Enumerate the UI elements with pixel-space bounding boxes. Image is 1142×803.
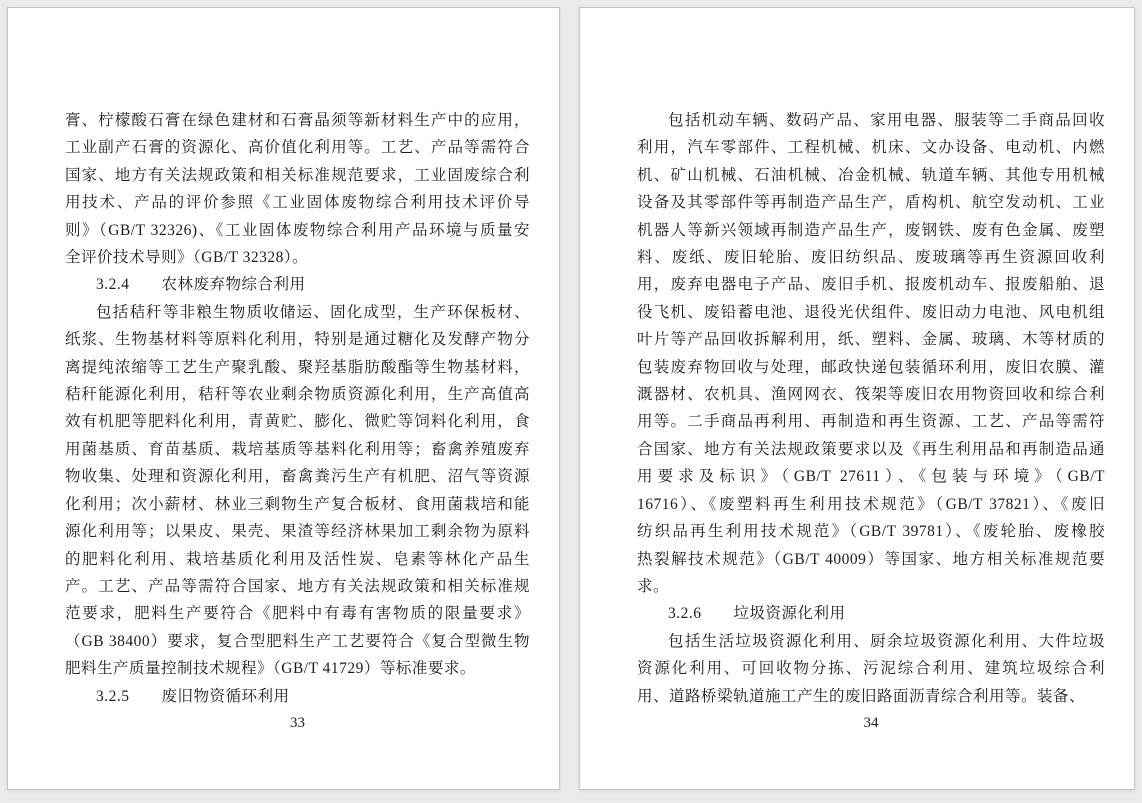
section-heading-3-2-5 (65, 683, 530, 710)
text-line: 役飞机、废铅蓄电池、退役光伏组件、废旧动力电池、风电机组 (637, 303, 1105, 321)
paragraph (637, 628, 1105, 710)
page-number: 33 (290, 714, 305, 731)
document-page-left (7, 7, 560, 790)
section-heading-3-2-6 (637, 600, 1105, 627)
text-line: 包括秸秆等非粮生物质收储运、固化成型，生产环保板材、 (96, 303, 530, 321)
text-line: 国家、地方有关法规政策和相关标准规范要求，工业固废综合利 (65, 166, 530, 184)
text-line: 热裂解技术规范》（GB/T 40009）等国家、地方相关标准规范要 (637, 550, 1105, 568)
text-line: 效有机肥等肥料化利用，青黄贮、膨化、微贮等饲料化利用，食 (65, 413, 530, 431)
text-line: 肥料生产质量控制技术规程》（GB/T 41729）等标准要求。 (65, 660, 476, 678)
text-line: 则》（GB/T 32326)、《工业固体废物综合利用产品环境与质量安 (65, 221, 530, 239)
text-line: 化利用；次小薪材、林业三剩物生产复合板材、食用菌栽培和能 (65, 495, 530, 513)
text-line: 工业副产石膏的资源化、高价值化利用等。工艺、产品等需符合 (65, 139, 530, 157)
paragraph-continuation (65, 107, 530, 271)
section-number: 3.2.6 (668, 605, 702, 623)
text-line: 资源化利用、可回收物分拣、污泥综合利用、建筑垃圾综合利 (637, 660, 1105, 678)
section-heading-3-2-4 (65, 271, 530, 298)
text-line: 物收集、处理和资源化利用，畜禽粪污生产有机肥、沼气等资源 (65, 468, 530, 486)
text-line: 源化利用等；以果皮、果壳、果渣等经济林果加工剩余物为原料 (65, 523, 530, 541)
text-line: 范要求，肥料生产要符合《肥料中有毒有害物质的限量要求》 (65, 605, 530, 623)
text-line: 产。工艺、产品等需符合国家、地方有关法规政策和相关标准规 (65, 577, 530, 595)
text-line: 用要求及标识》（GB/T 27611）、《包装与环境》（GB/T (637, 468, 1105, 486)
text-line: 用技术、产品的评价参照《工业固体废物综合利用技术评价导 (65, 194, 530, 212)
text-line: 全评价技术导则》（GB/T 32328）。 (65, 249, 309, 267)
page-text-area (637, 107, 1105, 737)
text-line: 机器人等新兴领域再制造产品生产，废钢铁、废有色金属、废塑 (637, 221, 1105, 239)
text-line: 用菌基质、育苗基质、栽培基质等基料化利用等；畜禽养殖废弃 (65, 440, 530, 458)
text-line: 料、废纸、废旧轮胎、废旧纺织品、废玻璃等再生资源回收利 (637, 249, 1105, 267)
text-line: 离提纯浓缩等工艺生产聚乳酸、聚羟基脂肪酸酯等生物基材料， (65, 358, 530, 376)
text-line: 包括机动车辆、数码产品、家用电器、服装等二手商品回收 (668, 112, 1105, 129)
text-line: （GB 38400）要求，复合型肥料生产工艺要符合《复合型微生物 (65, 632, 530, 650)
paragraph (65, 299, 530, 683)
document-page-right (579, 7, 1135, 790)
text-line: 膏、柠檬酸石膏在绿色建材和石膏晶须等新材料生产中的应用， (65, 112, 530, 129)
paragraph (637, 107, 1105, 600)
text-line: 16716）、《废塑料再生利用技术规范》（GB/T 37821）、《废旧 (637, 495, 1105, 513)
text-line: 求。 (637, 577, 670, 595)
section-number: 3.2.4 (96, 276, 130, 294)
text-line: 秸秆能源化利用，秸秆等农业剩余物质资源化利用，生产高值高 (65, 386, 530, 404)
text-line: 合国家、地方有关法规政策要求以及《再生利用品和再制造品通 (637, 440, 1105, 458)
section-title: 废旧物资循环利用 (161, 687, 290, 705)
section-title: 农林废弃物综合利用 (161, 276, 306, 294)
text-line: 机、矿山机械、石油机械、冶金机械、轨道车辆、其他专用机械 (637, 166, 1105, 184)
page-text-area (65, 107, 530, 737)
text-line: 设备及其零部件等再制造产品生产，盾构机、航空发动机、工业 (637, 194, 1105, 212)
page-number: 34 (863, 714, 879, 731)
section-number: 3.2.5 (96, 687, 130, 705)
text-line: 用，废弃电器电子产品、废旧手机、报废机动车、报废船舶、退 (637, 276, 1105, 294)
text-line: 包装废弃物回收与处理，邮政快递包装循环利用，废旧农膜、灌 (637, 358, 1105, 376)
section-title: 垃圾资源化利用 (733, 605, 846, 623)
text-line: 利用，汽车零部件、工程机械、机床、文办设备、电动机、内燃 (637, 139, 1105, 157)
text-line: 溉器材、农机具、渔网网衣、筏架等废旧农用物资回收和综合利 (637, 386, 1105, 404)
text-line: 包括生活垃圾资源化利用、厨余垃圾资源化利用、大件垃圾 (668, 632, 1105, 650)
text-line: 纺织品再生利用技术规范》（GB/T 39781）、《废轮胎、废橡胶 (637, 523, 1105, 541)
text-line: 用等。二手商品再利用、再制造和再生资源、工艺、产品等需符 (637, 413, 1105, 431)
text-line: 叶片等产品回收拆解利用，纸、塑料、金属、玻璃、木等材质的 (637, 331, 1105, 349)
text-line: 纸浆、生物基材料等原料化利用，特别是通过糖化及发酵产物分 (65, 331, 530, 349)
text-line: 的肥料化利用、栽培基质化利用及活性炭、皂素等林化产品生 (65, 550, 530, 568)
text-line: 用、道路桥梁轨道施工产生的废旧路面沥青综合利用等。装备、 (637, 687, 1086, 705)
